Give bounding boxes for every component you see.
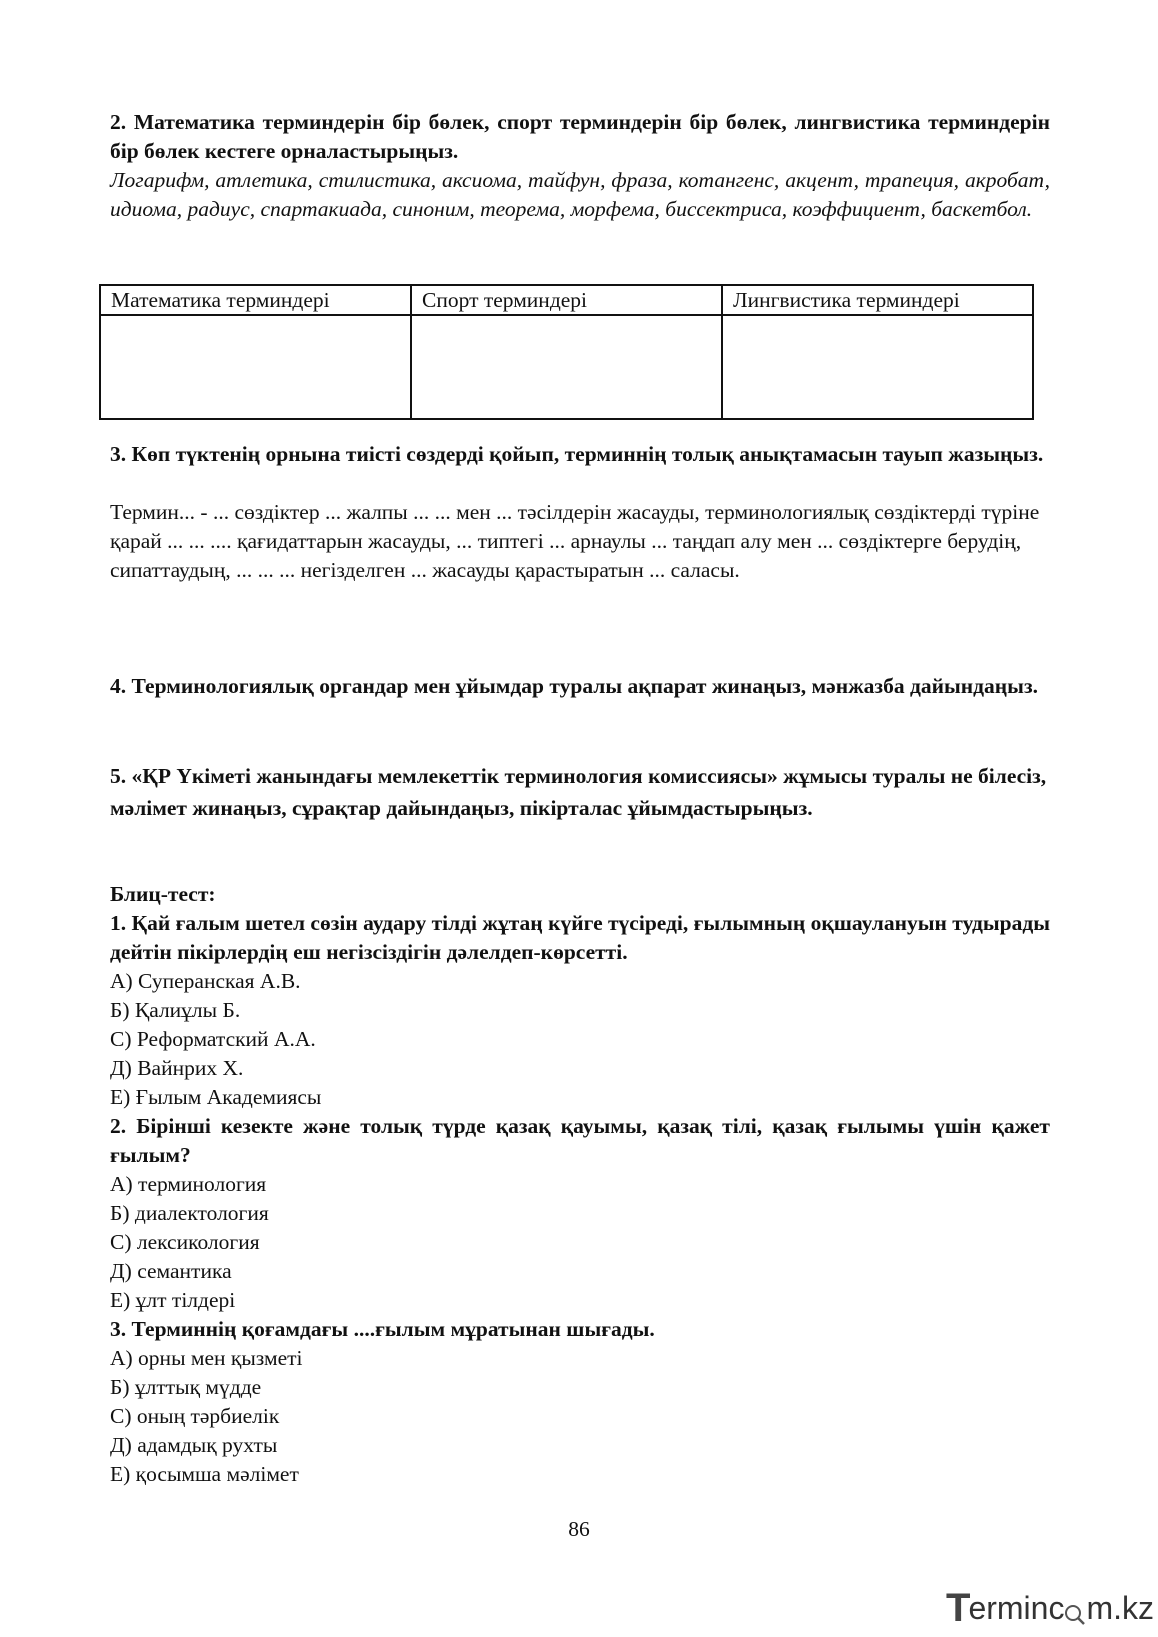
q3-option-d[interactable]: Д) адамдық рухты xyxy=(110,1433,278,1457)
q1-option-a[interactable]: А) Суперанская А.В. xyxy=(110,969,301,993)
task-3-lead: Термин xyxy=(110,500,179,524)
q2-option-b[interactable]: Б) диалектология xyxy=(110,1201,269,1225)
task-2 xyxy=(110,108,1050,224)
logo-prefix: T xyxy=(946,1585,969,1630)
q3-option-b[interactable]: Б) ұлттық мүдде xyxy=(110,1375,262,1399)
task-2-title: 2. Математика терминдерін бір бөлек, спорт терминдерін бір бөлек, лингвистика терминдерін бір бөлек кестеге орналастырыңыз. xyxy=(110,110,1050,163)
task-4 xyxy=(110,672,1050,701)
blitz-test xyxy=(110,880,1050,1489)
task-3-text xyxy=(110,498,1050,585)
header-math: Математика терминдері xyxy=(100,285,411,315)
task-3-body: ... - ... сөздіктер ... жалпы ... ... мен ... тәсілдерін жасауды, терминологиялық сөздіктерді түріне қарай ... ... .... қағидаттарын жасауды, ... типтегі ... арнаулы ... таңдап алу мен ... сөздіктерге берудің, сипаттаудың, ... ... ... негізделген ... жасауды қарастыратын ... саласы. xyxy=(110,500,1040,582)
question-3: 3. Терминнің қоғамдағы ....ғылым мұратынан шығады. xyxy=(110,1317,655,1341)
task-5 xyxy=(110,760,1050,824)
cell-linguistics[interactable] xyxy=(722,315,1033,419)
terms-table xyxy=(99,284,1034,420)
task-3 xyxy=(110,440,1050,585)
q3-option-a[interactable]: А) орны мен қызметі xyxy=(110,1346,303,1370)
header-linguistics: Лингвистика терминдері xyxy=(722,285,1033,315)
q2-option-a[interactable]: А) терминология xyxy=(110,1172,267,1196)
q1-option-b[interactable]: Б) Қалиұлы Б. xyxy=(110,998,241,1022)
terms-table-empty-row xyxy=(100,315,1033,419)
header-sport: Спорт терминдері xyxy=(411,285,722,315)
task-3-title: 3. Көп түктенің орнына тиісті сөздерді қойып, терминнің толық анықтамасын тауып жазыңыз. xyxy=(110,442,1044,466)
task-5-title: 5. «ҚР Үкіметі жанындағы мемлекеттік терминология комиссиясы» жұмысы туралы не білесіз, мәлімет жинаңыз, сұрақтар дайындаңыз, пікірталас ұйымдастырыңыз. xyxy=(110,764,1047,820)
logo-suffix: m.kz xyxy=(1086,1589,1154,1626)
cell-math[interactable] xyxy=(100,315,411,419)
q1-option-c[interactable]: С) Реформатский А.А. xyxy=(110,1027,316,1051)
task-2-words: Логарифм, атлетика, стилистика, аксиома, тайфун, фраза, котангенс, акцент, трапеция, акробат, идиома, радиус, спартакиада, синоним, теорема, морфема, биссектриса, коэффициент, баскетбол. xyxy=(110,168,1050,221)
q2-option-d[interactable]: Д) семантика xyxy=(110,1259,232,1283)
question-1: 1. Қай ғалым шетел сөзін аудару тілді жұтаң күйге түсіреді, ғылымның оқшаулануын тудырады дейтін пікірлердің еш негізсіздігін дәлелдеп-көрсетті. xyxy=(110,911,1050,964)
q3-option-c[interactable]: С) оның тәрбиелік xyxy=(110,1404,280,1428)
page-number: 86 xyxy=(568,1517,590,1541)
q3-option-e[interactable]: Е) қосымша мәлімет xyxy=(110,1462,299,1486)
logo-middle: erminc xyxy=(968,1589,1065,1626)
question-2: 2. Бірінші кезекте және толық түрде қазақ қауымы, қазақ тілі, қазақ ғылымы үшін қажет ғылым? xyxy=(110,1114,1050,1167)
magnifier-icon xyxy=(1064,1597,1086,1619)
q1-option-d[interactable]: Д) Вайнрих Х. xyxy=(110,1056,244,1080)
task-4-title: 4. Терминологиялық органдар мен ұйымдар туралы ақпарат жинаңыз, мәнжазба дайындаңыз. xyxy=(110,674,1038,698)
q1-option-e[interactable]: Е) Ғылым Академиясы xyxy=(110,1085,322,1109)
q2-option-c[interactable]: С) лексикология xyxy=(110,1230,260,1254)
terms-table-header-row xyxy=(100,285,1033,315)
blitz-heading: Блиц-тест: xyxy=(110,882,216,906)
cell-sport[interactable] xyxy=(411,315,722,419)
termincom-logo[interactable] xyxy=(946,1585,1154,1630)
q2-option-e[interactable]: Е) ұлт тілдері xyxy=(110,1288,236,1312)
